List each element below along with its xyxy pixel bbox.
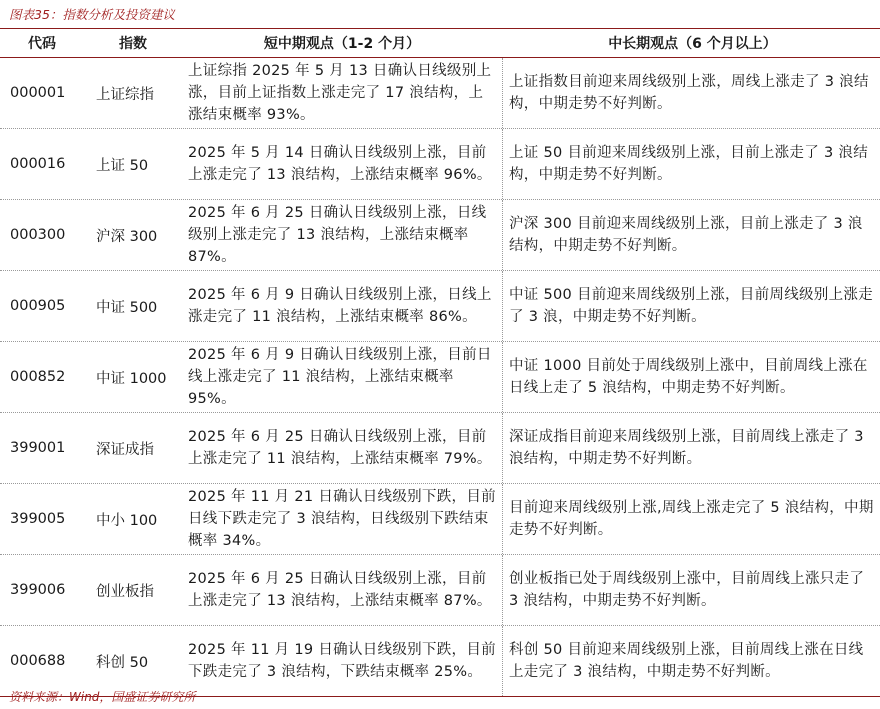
index-name: 上证综指 <box>96 86 154 103</box>
index-name: 上证 50 <box>96 157 149 174</box>
short-term-view: 2025 年 6 月 25 日确认日线级别上涨，日线级别上涨走完了 13 浪结构，上涨结束概率 87%。 <box>188 205 487 265</box>
long-term-view: 科创 50 目前迎来周线级别上涨，目前周线上涨在日线上走完了 3 浪结构，中期走势不好判断。 <box>509 642 864 680</box>
long-term-view: 创业板指已处于周线级别上涨中，目前周线上涨只走了 3 浪结构，中期走势不好判断。 <box>509 571 865 609</box>
table-row <box>0 58 880 129</box>
header-code: 代码 <box>28 36 56 52</box>
index-name: 中小 100 <box>96 512 158 529</box>
table-row <box>0 342 880 413</box>
index-name: 深证成指 <box>96 441 154 458</box>
short-term-view: 2025 年 11 月 21 日确认日线级别下跌，目前日线下跌走完了 3 浪结构，日线级别下跌结束概率 34%。 <box>188 489 496 549</box>
short-term-view: 2025 年 6 月 25 日确认日线级别上涨，目前上涨走完了 11 浪结构，上涨结束概率 79%。 <box>188 429 492 467</box>
short-term-view: 2025 年 6 月 25 日确认日线级别上涨，目前上涨走完了 13 浪结构，上涨结束概率 87%。 <box>188 571 492 609</box>
index-name: 创业板指 <box>96 583 154 600</box>
long-term-view: 上证指数目前迎来周线级别上涨，周线上涨走了 3 浪结构，中期走势不好判断。 <box>509 74 869 112</box>
long-term-view: 上证 50 目前迎来周线级别上涨，目前上涨走了 3 浪结构，中期走势不好判断。 <box>509 145 869 183</box>
header-name: 指数 <box>119 36 147 52</box>
table-row <box>0 200 880 271</box>
figure-caption: 图表35：指数分析及投资建议 <box>9 7 175 22</box>
index-name: 中证 500 <box>96 299 158 316</box>
index-code: 000300 <box>10 227 66 243</box>
index-name: 沪深 300 <box>96 228 158 245</box>
index-code: 000001 <box>10 85 66 101</box>
index-code: 000688 <box>10 653 66 669</box>
table-row <box>0 626 880 696</box>
table-row <box>0 555 880 626</box>
header-long-term: 中长期观点（6 个月以上） <box>502 33 880 53</box>
table-row <box>0 413 880 484</box>
source-note: 资料来源：Wind，国盛证券研究所 <box>9 690 196 704</box>
index-analysis-table <box>0 28 880 697</box>
long-term-view: 沪深 300 目前迎来周线级别上涨，目前上涨走了 3 浪结构，中期走势不好判断。 <box>509 216 863 254</box>
short-term-view: 2025 年 11 月 19 日确认日线级别下跌，目前下跌走完了 3 浪结构，下跌结束概率 25%。 <box>188 642 496 680</box>
index-code: 000016 <box>10 156 66 172</box>
header-short-term: 短中期观点（1-2 个月） <box>263 36 421 52</box>
table-row <box>0 129 880 200</box>
index-name: 中证 1000 <box>96 370 167 387</box>
short-term-view: 2025 年 5 月 14 日确认日线级别上涨，目前上涨走完了 13 浪结构，上涨结束概率 96%。 <box>188 145 492 183</box>
long-term-view: 中证 500 目前迎来周线级别上涨，目前周线级别上涨走了 3 浪，中期走势不好判断。 <box>509 287 873 325</box>
short-term-view: 2025 年 6 月 9 日确认日线级别上涨，日线上涨走完了 11 浪结构，上涨结束概率 86%。 <box>188 287 492 325</box>
table-header-row <box>0 29 880 58</box>
table-row <box>0 484 880 555</box>
index-code: 000852 <box>10 369 66 385</box>
long-term-view: 中证 1000 目前处于周线级别上涨中，目前周线上涨在日线上走了 5 浪结构，中期走势不好判断。 <box>509 358 868 396</box>
short-term-view: 2025 年 6 月 9 日确认日线级别上涨，目前日线上涨走完了 11 浪结构，上涨结束概率 95%。 <box>188 347 492 407</box>
index-code: 399006 <box>10 582 66 598</box>
short-term-view: 上证综指 2025 年 5 月 13 日确认日线级别上涨，目前上证指数上涨走完了 17 浪结构，上涨结束概率 93%。 <box>188 63 492 123</box>
long-term-view: 目前迎来周线级别上涨,周线上涨走完了 5 浪结构，中期走势不好判断。 <box>509 500 874 538</box>
table-row <box>0 271 880 342</box>
index-code: 000905 <box>10 298 66 314</box>
index-code: 399005 <box>10 511 66 527</box>
index-code: 399001 <box>10 440 66 456</box>
index-name: 科创 50 <box>96 654 149 671</box>
long-term-view: 深证成指目前迎来周线级别上涨，目前周线上涨走了 3 浪结构，中期走势不好判断。 <box>509 429 864 467</box>
